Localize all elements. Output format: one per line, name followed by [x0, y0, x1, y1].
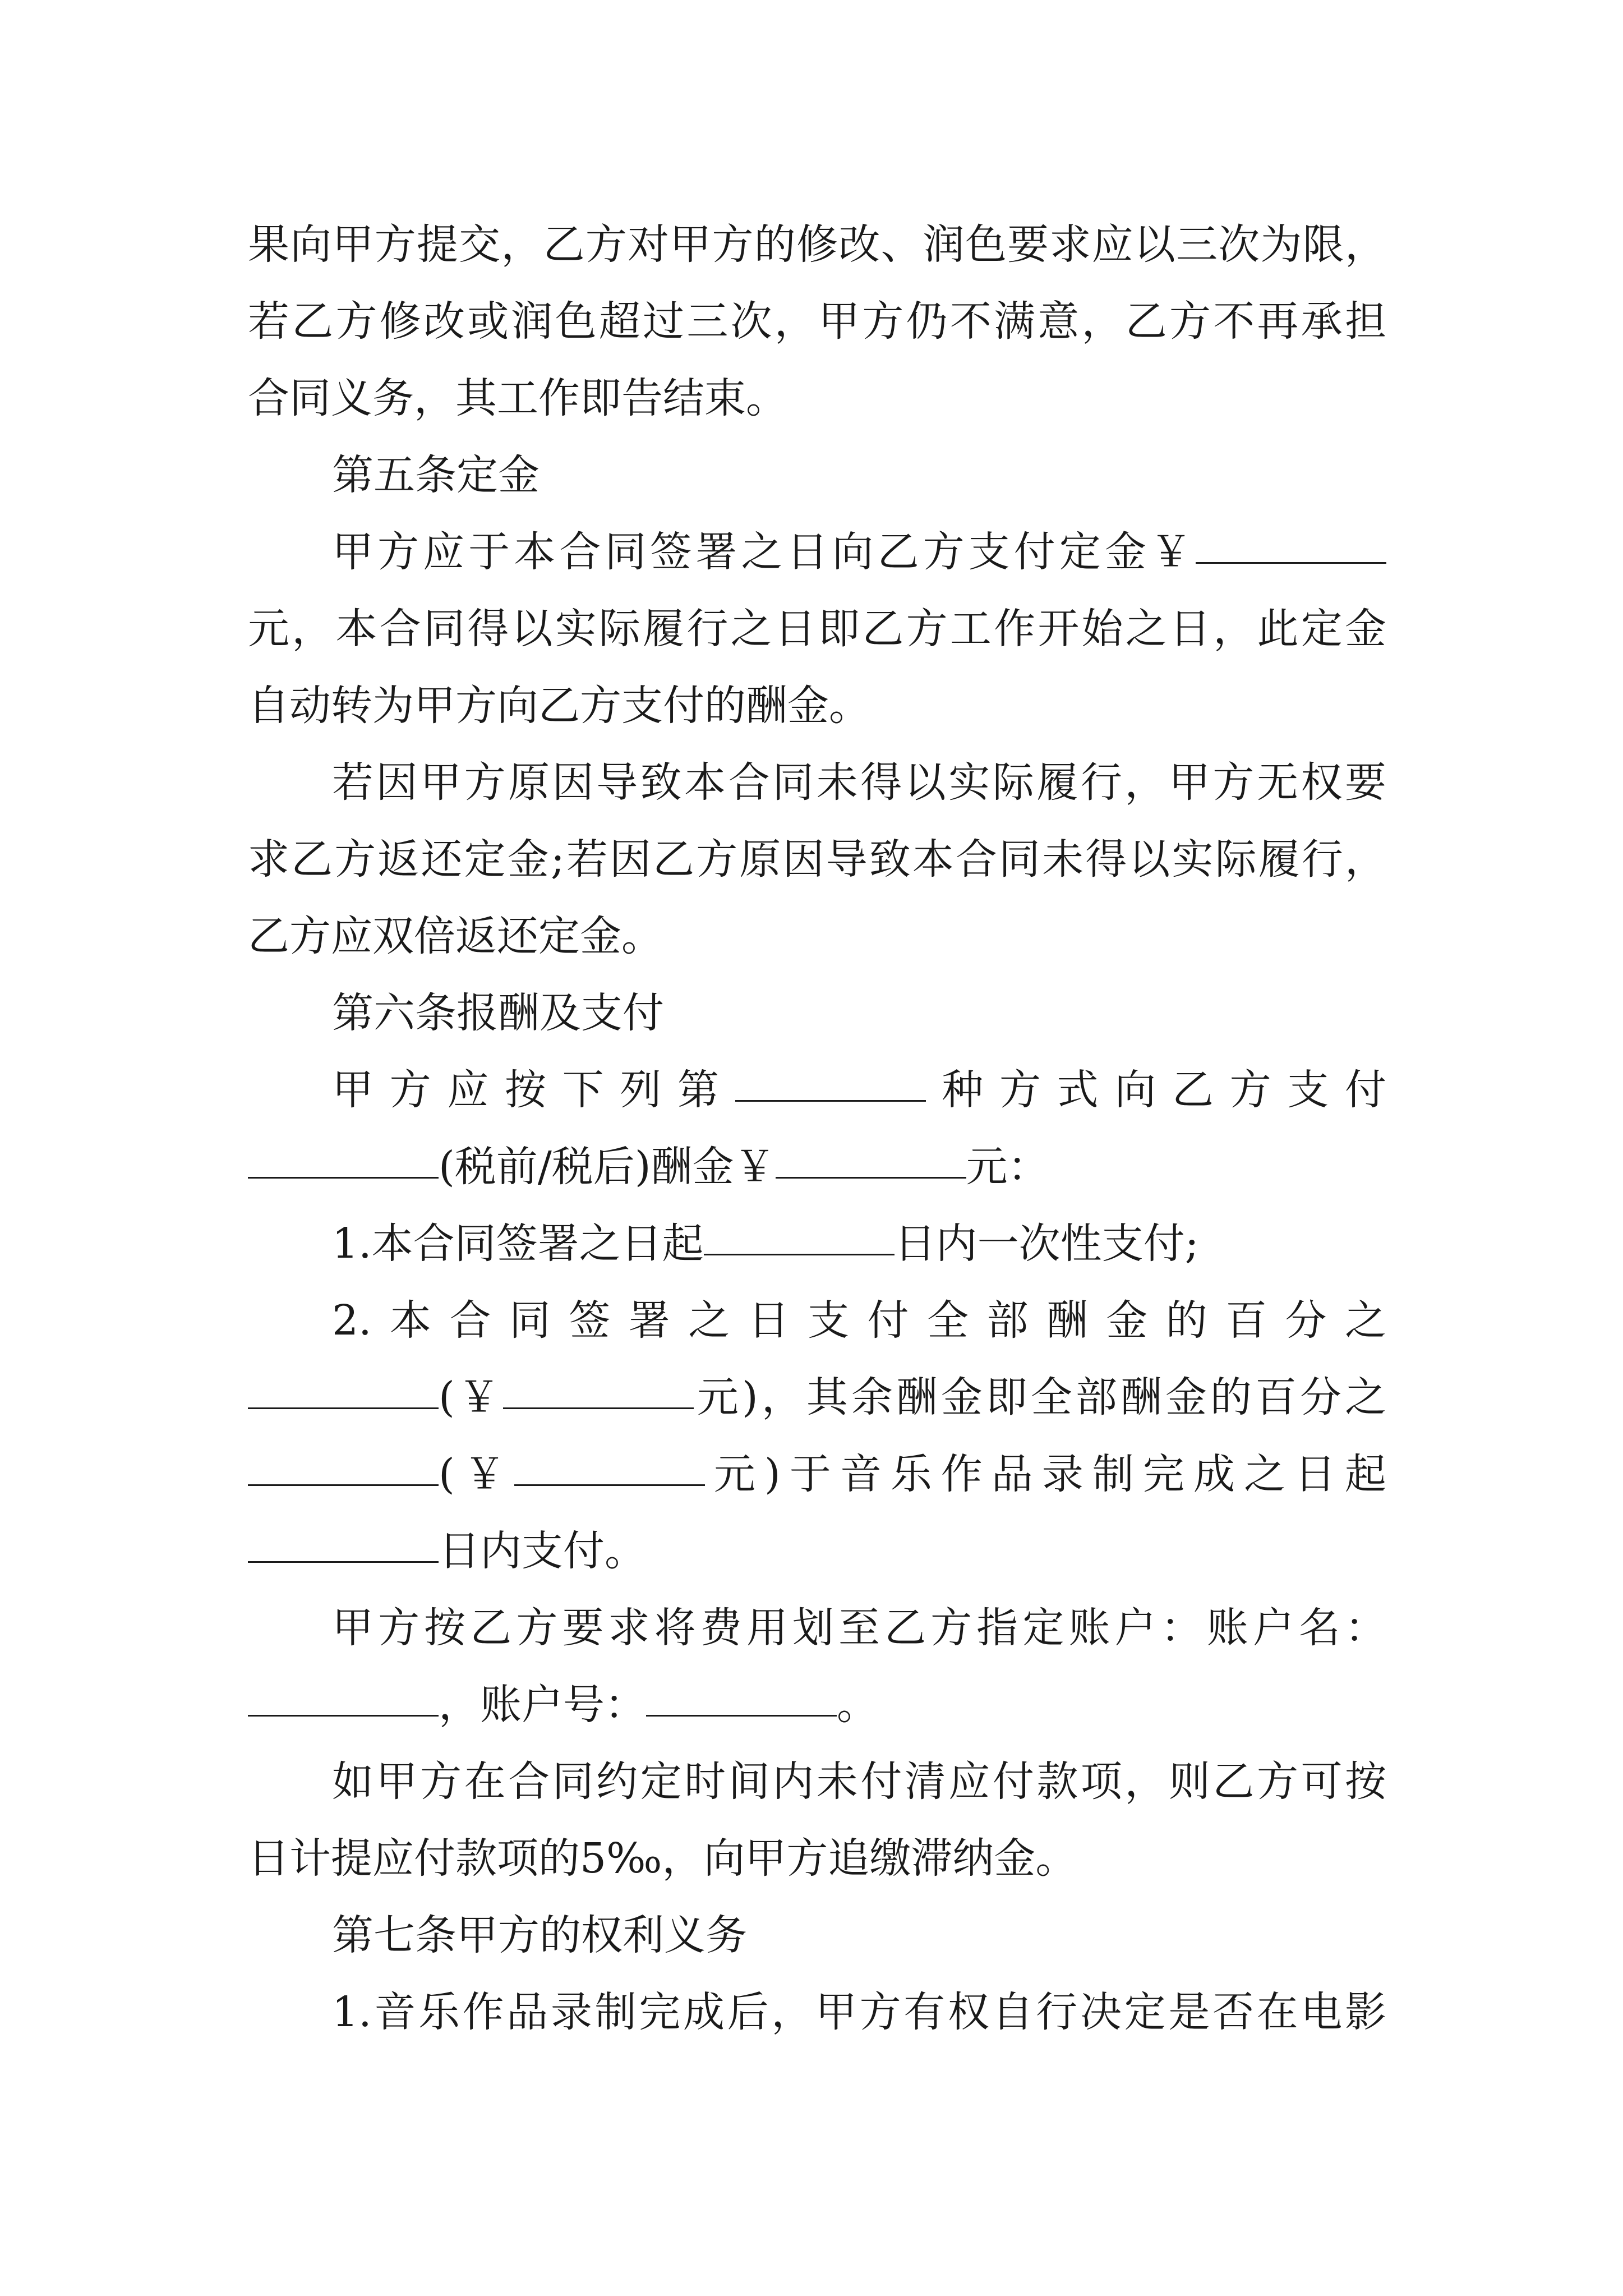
text-line: 合同义务，其工作即告结束。: [248, 374, 787, 422]
fill-in-blank: [514, 1484, 705, 1486]
paragraph-rights-1: [248, 1974, 1386, 2051]
fill-in-blank: [776, 1177, 966, 1179]
fill-in-blank: [646, 1715, 837, 1717]
fill-in-blank: [1196, 562, 1386, 564]
text-line: 甲方应于本合同签署之日向乙方支付定金￥: [248, 514, 1386, 591]
text-line: 日内支付。: [248, 1513, 1386, 1590]
fill-in-blank: [248, 1484, 439, 1486]
fill-in-blank: [704, 1254, 895, 1255]
fill-in-blank: [503, 1407, 694, 1409]
text-line: 乙方应双倍返还定金。: [248, 912, 663, 960]
fill-in-blank: [248, 1177, 439, 1179]
text-line: 2.本合同签署之日支付全部酬金的百分之: [332, 1296, 1386, 1345]
paragraph-option-2: [248, 1282, 1386, 1590]
paragraph-deposit: [248, 514, 1386, 744]
text-line: 1.音乐作品录制完成后，甲方有权自行决定是否在电影: [332, 1988, 1386, 2036]
article-heading: 第五条定金: [332, 451, 540, 499]
paragraph-deposit-return: [248, 744, 1386, 975]
text-line: 若乙方修改或润色超过三次，甲方仍不满意，乙方不再承担: [248, 297, 1386, 346]
text-line: (￥ 元)，其余酬金即全部酬金的百分之: [248, 1359, 1386, 1436]
text-line: 甲方按乙方要求将费用划至乙方指定账户：账户名：: [332, 1604, 1386, 1652]
text-line: (税前/税后)酬金￥ 元：: [248, 1129, 1386, 1205]
text-line: ，账户号： 。: [248, 1667, 1386, 1743]
article-heading: 第七条甲方的权利义务: [332, 1911, 747, 1959]
article-heading: 第六条报酬及支付: [332, 989, 664, 1037]
text-line: 若因甲方原因导致本合同未得以实际履行，甲方无权要: [332, 758, 1386, 807]
paragraph-continuation: [248, 206, 1386, 437]
text-line: 1.本合同签署之日起 日内一次性支付;: [332, 1220, 1199, 1268]
text-line: 元，本合同得以实际履行之日即乙方工作开始之日，此定金: [248, 605, 1386, 653]
fill-in-blank: [248, 1407, 439, 1409]
text-line: 自动转为甲方向乙方支付的酬金。: [248, 682, 870, 730]
paragraph-late-fee: [248, 1743, 1386, 1897]
paragraph-account: [248, 1590, 1386, 1743]
text-line: 甲方应按下列第 种方式向乙方支付: [332, 1066, 1387, 1114]
text-line: 果向甲方提交，乙方对甲方的修改、润色要求应以三次为限，: [248, 220, 1386, 269]
paragraph-option-1: [248, 1205, 1386, 1282]
paragraph-payment-method: [248, 1052, 1386, 1205]
text-line: 如甲方在合同约定时间内未付清应付款项，则乙方可按: [332, 1757, 1386, 1806]
text-line: 求乙方返还定金;若因乙方原因导致本合同未得以实际履行，: [248, 835, 1386, 884]
fill-in-blank: [735, 1100, 926, 1102]
text-line: 日计提应付款项的5‰，向甲方追缴滞纳金。: [248, 1834, 1077, 1883]
contract-page: [248, 206, 1386, 2051]
fill-in-blank: [248, 1561, 439, 1563]
fill-in-blank: [248, 1715, 439, 1717]
text-line: (￥ 元)于音乐作品录制完成之日起: [248, 1436, 1386, 1513]
